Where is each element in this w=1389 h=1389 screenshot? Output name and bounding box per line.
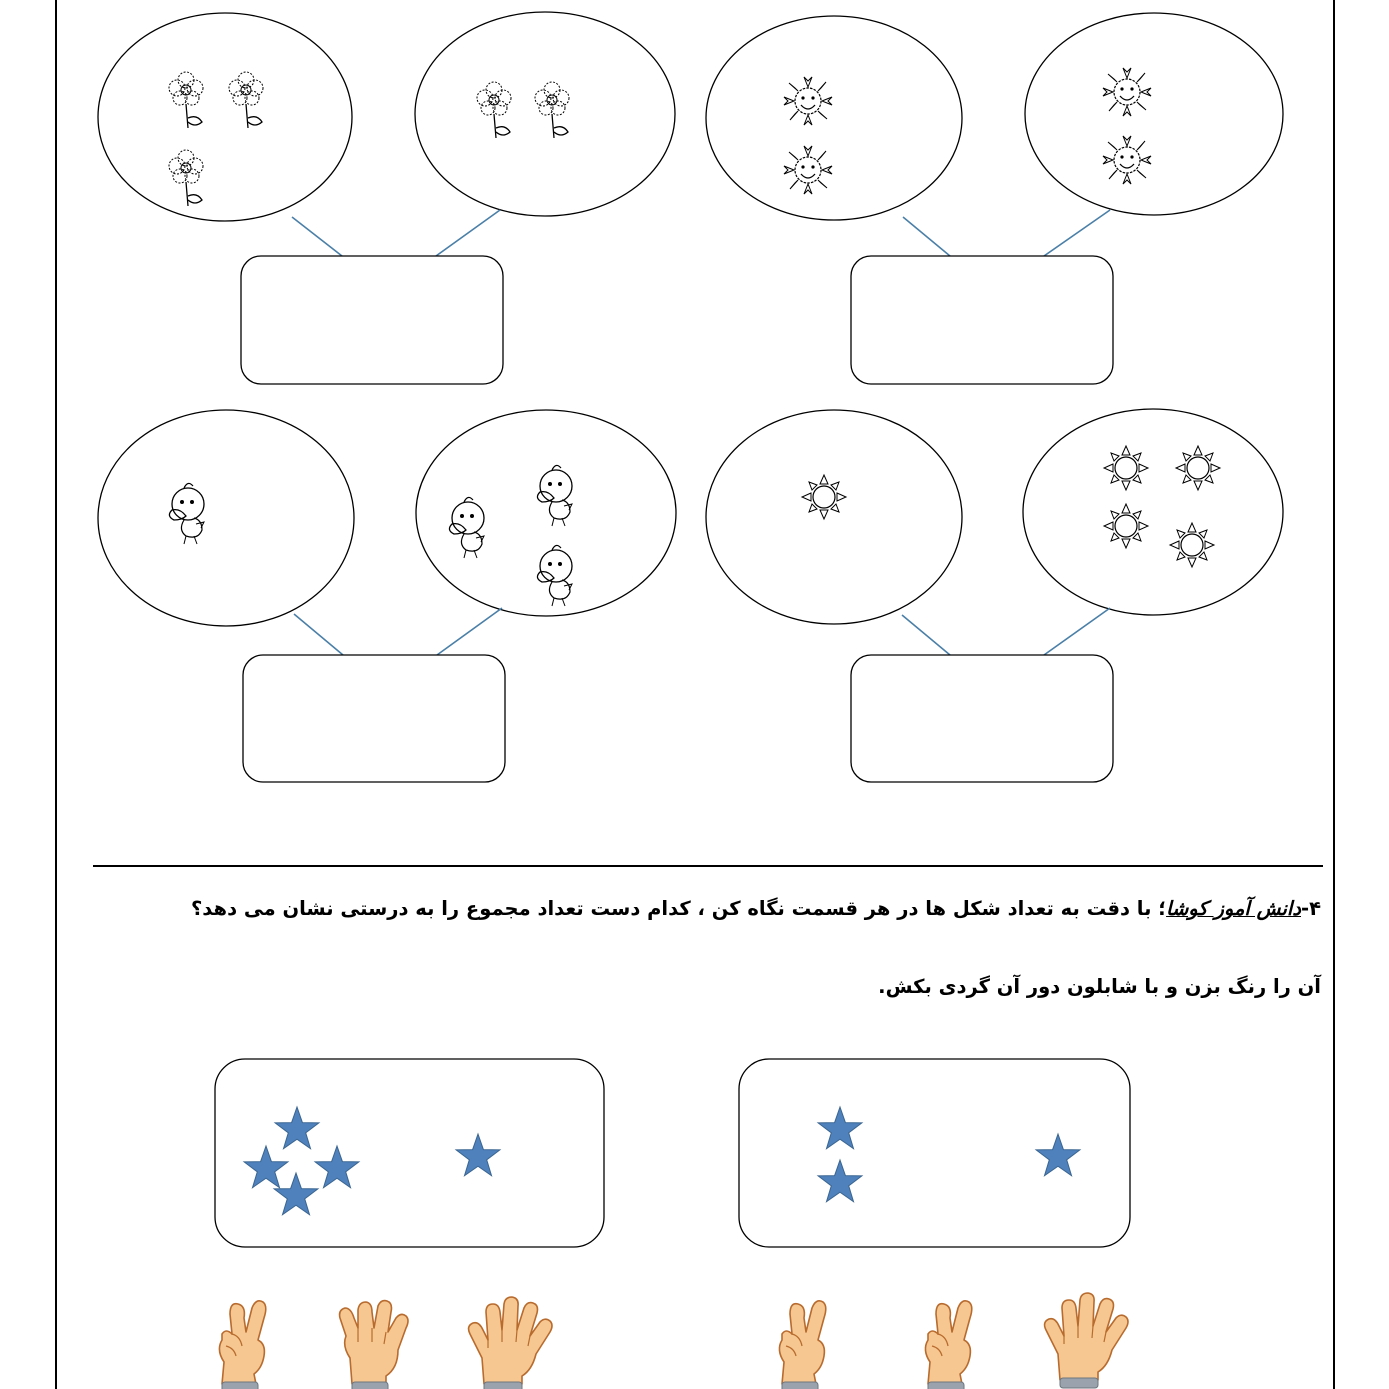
student-label: دانش آموز کوشا xyxy=(1166,897,1301,920)
addition-group-sun-faces xyxy=(706,13,1283,384)
connector-line xyxy=(292,217,342,256)
addition-group-ducks xyxy=(98,410,676,782)
two-fingers-hand-icon xyxy=(925,1301,971,1389)
question-4-instruction-line-1 xyxy=(191,897,1321,920)
star-panel-frame xyxy=(215,1059,604,1247)
hand-option-two-fingers[interactable] xyxy=(925,1301,971,1389)
answer-box[interactable] xyxy=(851,256,1113,384)
star-panel-right xyxy=(739,1059,1130,1247)
addition-group-suns xyxy=(706,409,1283,782)
two-fingers-hand-icon xyxy=(219,1301,265,1389)
four-fingers-hand-icon xyxy=(340,1301,408,1389)
answer-box[interactable] xyxy=(243,655,505,782)
left-bubble xyxy=(98,13,352,221)
right-bubble xyxy=(1023,409,1283,615)
right-bubble xyxy=(1025,13,1283,215)
instruction-text: ؛ با دقت به تعداد شکل ها در هر قسمت نگاه کن ، کدام دست تعداد مجموع را به درستی نشان می دهد؟ xyxy=(190,897,1167,920)
connector-line xyxy=(902,615,950,655)
hand-options-right xyxy=(779,1293,1128,1389)
section-divider xyxy=(93,865,1323,867)
connector-line xyxy=(1044,608,1110,655)
left-bubble xyxy=(706,16,962,220)
hand-option-five-fingers[interactable] xyxy=(469,1297,552,1389)
answer-box[interactable] xyxy=(851,655,1113,782)
five-fingers-hand-icon xyxy=(469,1297,552,1389)
hand-option-two-fingers[interactable] xyxy=(779,1301,825,1389)
hand-options-left xyxy=(219,1297,552,1389)
question-4-instruction-line-2: آن را رنگ بزن و با شابلون دور آن گردی بکش. xyxy=(878,975,1321,998)
question-number: ۴- xyxy=(1301,897,1321,920)
connector-line xyxy=(294,614,343,655)
right-bubble xyxy=(416,410,676,616)
left-bubble xyxy=(706,410,962,624)
two-fingers-hand-icon xyxy=(779,1301,825,1389)
five-fingers-hand-icon xyxy=(1045,1293,1128,1388)
hand-option-four-fingers[interactable] xyxy=(340,1301,408,1389)
answer-box[interactable] xyxy=(241,256,503,384)
hand-option-five-fingers[interactable] xyxy=(1045,1293,1128,1388)
connector-line xyxy=(436,210,500,256)
connector-line xyxy=(1044,210,1110,256)
connector-line xyxy=(903,217,950,256)
left-bubble xyxy=(98,410,354,626)
hand-option-two-fingers[interactable] xyxy=(219,1301,265,1389)
right-bubble xyxy=(415,12,675,216)
star-panel-left xyxy=(215,1059,604,1247)
connector-line xyxy=(437,608,502,655)
addition-group-flowers xyxy=(98,12,675,384)
